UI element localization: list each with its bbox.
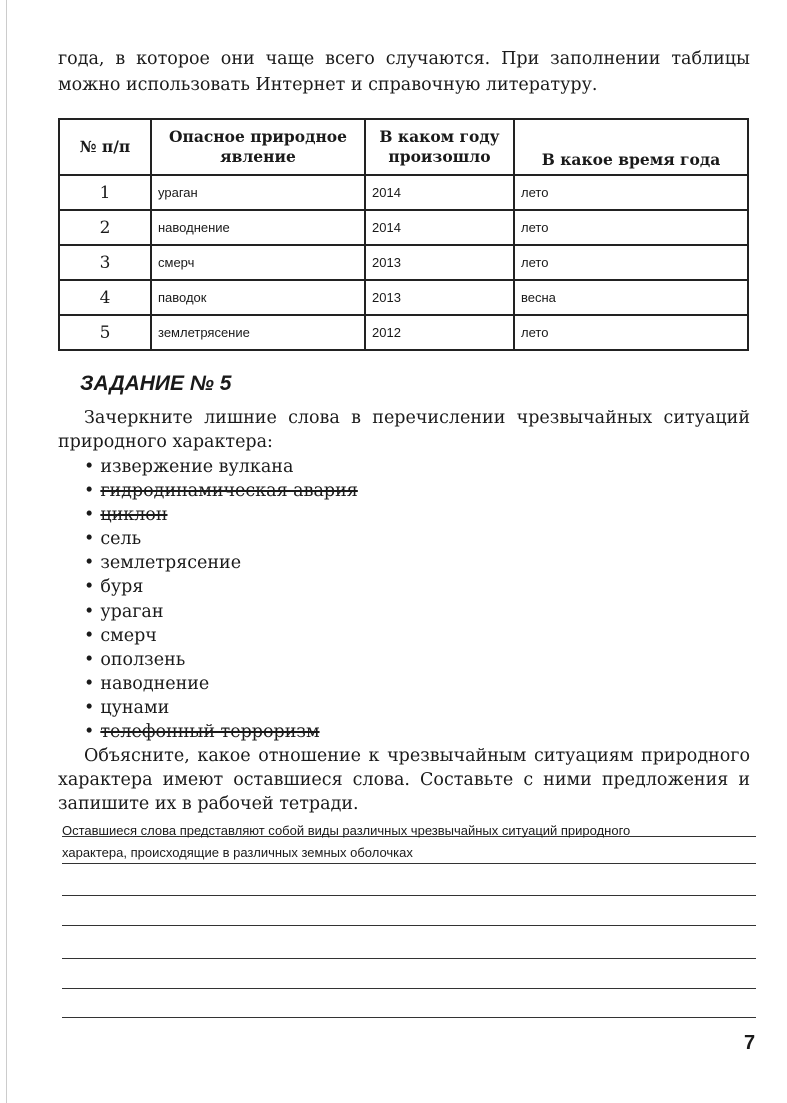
answer-text-line-1: Оставшиеся слова представляют собой виды различных чрезвычайных ситуаций природного (62, 823, 631, 838)
task-text: Зачеркните лишние слова в перечислении чрезвычайных ситуаций природного характера: (58, 408, 750, 452)
list-item-text: буря (100, 577, 144, 598)
list-item (84, 575, 358, 599)
season-cell: лето (514, 210, 748, 245)
intro-text: года, в которое они чаще всего случаются. При заполнении таблицы можно использовать Интернет и справочную литературу. (58, 49, 750, 95)
list-item (84, 527, 358, 551)
hazards-list (84, 455, 358, 744)
list-item-text: оползень (100, 649, 186, 670)
list-item-text: цунами (100, 697, 170, 718)
season-cell: лето (514, 245, 748, 280)
table-row (59, 210, 748, 245)
list-item (84, 672, 358, 696)
list-item-text: телефонный терроризм (100, 722, 320, 743)
row-number: 4 (59, 280, 151, 315)
row-number: 2 (59, 210, 151, 245)
list-item (84, 479, 358, 503)
list-item-text: сель (100, 529, 142, 550)
row-number: 5 (59, 315, 151, 350)
task-title: ЗАДАНИЕ № 5 (80, 372, 232, 395)
list-item (84, 600, 358, 624)
list-item-text: циклон (100, 505, 168, 526)
header-year: В каком году произошло (365, 119, 514, 175)
answer-line (62, 925, 756, 926)
answer-line (62, 863, 756, 864)
header-phenomenon: Опасное природное явление (151, 119, 365, 175)
row-number: 1 (59, 175, 151, 210)
answer-line (62, 958, 756, 959)
season-cell: весна (514, 280, 748, 315)
list-item (84, 503, 358, 527)
list-item-text: землетрясение (100, 553, 242, 574)
table-row (59, 315, 748, 350)
list-item (84, 455, 358, 479)
table-row (59, 280, 748, 315)
year-cell: 2012 (365, 315, 514, 350)
year-cell: 2013 (365, 245, 514, 280)
phenomenon-cell: ураган (151, 175, 365, 210)
page-number: 7 (744, 1032, 756, 1054)
phenomenon-cell: землетрясение (151, 315, 365, 350)
table-row (59, 245, 748, 280)
list-item-text: гидродинамическая авария (100, 481, 358, 502)
answer-line (62, 1017, 756, 1018)
answer-line (62, 895, 756, 896)
table-header-row (59, 119, 748, 175)
list-item-text: смерч (100, 625, 157, 646)
answer-line (62, 988, 756, 989)
season-cell: лето (514, 175, 748, 210)
season-cell: лето (514, 315, 748, 350)
list-item (84, 720, 358, 744)
phenomenon-cell: паводок (151, 280, 365, 315)
list-item-text: ураган (100, 601, 164, 622)
list-item (84, 696, 358, 720)
row-number: 3 (59, 245, 151, 280)
header-number: № п/п (59, 119, 151, 175)
list-item-text: извержение вулкана (100, 457, 294, 477)
header-season: В какое время года (514, 119, 748, 175)
phenomenon-cell: смерч (151, 245, 365, 280)
list-item (84, 648, 358, 672)
list-item (84, 551, 358, 575)
year-cell: 2014 (365, 210, 514, 245)
answer-text-line-2: характера, происходящие в различных земных оболочках (62, 845, 413, 860)
phenomenon-cell: наводнение (151, 210, 365, 245)
list-item-text: наводнение (100, 673, 210, 694)
explain-text: Объясните, какое отношение к чрезвычайным ситуациям природного характера имеют оставшиеся слова. Составьте с ними предложения и запишите их в рабочей тетради. (58, 746, 750, 814)
scan-edge (6, 0, 7, 1103)
list-item (84, 624, 358, 648)
table-row (59, 175, 748, 210)
year-cell: 2014 (365, 175, 514, 210)
year-cell: 2013 (365, 280, 514, 315)
hazards-table (58, 118, 749, 351)
